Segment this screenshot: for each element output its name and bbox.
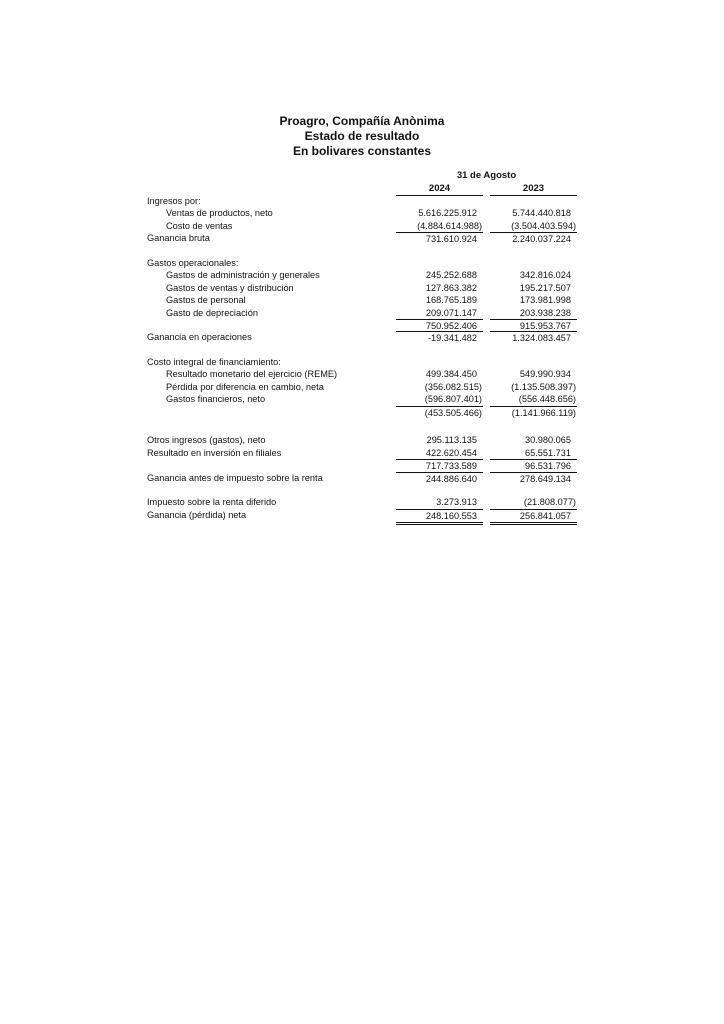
row-label: Gastos financieros, neto: [166, 394, 266, 405]
subtotal-row: [147, 319, 587, 331]
table-row: [147, 282, 587, 294]
value-2023: 203.938.238: [519, 307, 571, 318]
spacer: [147, 344, 587, 356]
value-2023: 915.953.767: [490, 319, 577, 332]
statement-title: Estado de resultado: [304, 129, 420, 143]
row-label: Gasto de depreciación: [166, 307, 258, 318]
spacer: [147, 245, 587, 257]
value-2023: 65.551.731: [525, 447, 571, 458]
row-label: Ingresos por:: [147, 196, 201, 206]
value-2023: 549.990.934: [519, 369, 571, 380]
table-row: [147, 368, 587, 380]
table-row: [147, 331, 587, 343]
spacer: [147, 418, 587, 430]
value-2024: 750.952.406: [396, 319, 483, 332]
table-row: [147, 381, 587, 393]
value-2024: 209.071.147: [425, 307, 477, 318]
value-2023: (1.141.966.119): [490, 406, 577, 419]
value-2023: (3.504.403.594): [511, 220, 576, 231]
value-2023: 30.980.065: [525, 435, 571, 446]
value-2023: (21.808.077): [523, 497, 576, 508]
row-label: Resultado monetario del ejercicio (REME): [166, 369, 338, 380]
row-label: Otros ingresos (gastos), neto: [147, 435, 266, 446]
value-2024: 422.620.454: [425, 447, 477, 458]
statement-header: [0, 114, 724, 159]
row-label: Gastos operacionales:: [147, 257, 239, 268]
row-label: Ganancia (pérdida) neta: [147, 509, 247, 520]
row-label: Resultado en inversión en filiales: [147, 447, 282, 458]
table-row: [147, 195, 587, 207]
subtotal-row: [147, 406, 587, 418]
table-row: [147, 447, 587, 459]
value-2023: 256.841.057: [490, 509, 577, 525]
value-2024: 245.252.688: [425, 270, 477, 281]
value-2023: 278.649.134: [490, 472, 577, 485]
value-2023: 96.531.796: [490, 459, 577, 472]
table-row: [147, 496, 587, 508]
year-2023-header: 2023: [490, 183, 577, 196]
subtotal-row: [147, 459, 587, 471]
row-label: Impuesto sobre la renta diferido: [147, 497, 277, 508]
company-name: Proagro, Compañía Anònima: [279, 114, 445, 128]
value-2024: 499.384.450: [425, 369, 477, 380]
table-row: [147, 307, 587, 319]
value-2024: 244.886.640: [396, 472, 483, 485]
row-label: Ganancia antes de impuesto sobre la renta: [147, 472, 323, 483]
table-row: [147, 434, 587, 446]
table-row: [147, 356, 587, 368]
value-2024: (453.505.466): [396, 406, 483, 419]
value-2024: (4.884.614.988): [417, 220, 482, 231]
table-row: [147, 207, 587, 219]
value-2024: (596.807.401): [424, 394, 482, 405]
table-row: [147, 257, 587, 269]
value-2024: 3.273.913: [436, 497, 477, 508]
income-statement-table: [147, 195, 587, 521]
row-label: Costo integral de financiamiento:: [147, 357, 281, 368]
table-row: [147, 269, 587, 281]
value-2024: 5.616.225.912: [418, 208, 477, 219]
period-header: 31 de Agosto: [456, 170, 517, 181]
row-label: Ventas de productos, neto: [166, 208, 273, 219]
value-2023: 173.981.998: [519, 295, 571, 306]
value-2024: 717.733.589: [396, 459, 483, 472]
value-2023: (556.448.656): [518, 394, 576, 405]
value-2024: (356.082.515): [424, 381, 482, 392]
table-row: [147, 220, 587, 232]
value-2024: 295.113.135: [426, 435, 477, 446]
year-2024-header: 2024: [396, 183, 483, 196]
value-2024: 127.863.382: [425, 282, 477, 293]
value-2024: 248.160.553: [396, 509, 483, 525]
value-2024: 731.610.924: [396, 232, 483, 245]
row-label: Ganancia en operaciones: [147, 332, 252, 343]
row-label: Gastos de administración y generales: [166, 270, 320, 281]
value-2023: (1.135.508.397): [511, 381, 576, 392]
value-2023: 5.744.440.818: [512, 208, 571, 219]
value-2024: -19.341.482: [396, 331, 483, 344]
table-row: [147, 393, 587, 405]
value-2023: 1.324.083.457: [490, 331, 577, 344]
value-2023: 342.816.024: [519, 270, 571, 281]
value-2023: 2.240.037.224: [490, 232, 577, 245]
table-row: [147, 472, 587, 484]
row-label: Costo de ventas: [166, 220, 233, 231]
row-label: Pérdida por diferencia en cambio, neta: [166, 381, 324, 392]
row-label: Ganancia bruta: [147, 233, 210, 244]
net-income-row: [147, 509, 587, 521]
value-2024: 168.765.189: [425, 295, 477, 306]
table-row: [147, 294, 587, 306]
row-label: Gastos de personal: [166, 295, 246, 306]
spacer: [147, 484, 587, 496]
table-row: [147, 232, 587, 244]
row-label: Gastos de ventas y distribución: [166, 282, 294, 293]
currency-note: En bolivares constantes: [292, 144, 432, 158]
value-2023: 195.217.507: [519, 282, 571, 293]
